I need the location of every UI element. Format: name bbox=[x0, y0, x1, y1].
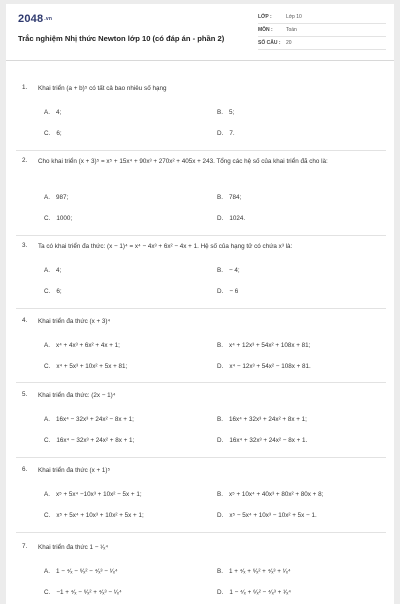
document-title: Trắc nghiệm Nhị thức Newton lớp 10 (có đáp án - phần 2) bbox=[18, 34, 225, 43]
option-text: 784; bbox=[228, 194, 242, 201]
option-letter: C. bbox=[44, 437, 51, 444]
option-d[interactable] bbox=[217, 363, 311, 370]
option-text: 16x⁴ − 32x³ + 24x² − 8x + 1; bbox=[55, 416, 134, 423]
option-a[interactable] bbox=[44, 267, 61, 274]
option-text: 6; bbox=[56, 288, 62, 295]
option-letter: A. bbox=[44, 568, 50, 575]
option-text: x⁵ − 5x⁴ + 10x³ − 10x² + 5x − 1. bbox=[229, 512, 317, 519]
option-letter: B. bbox=[217, 416, 223, 423]
option-text: 1000; bbox=[56, 215, 73, 222]
option-text: 1024. bbox=[229, 215, 246, 222]
divider bbox=[16, 235, 386, 236]
option-text: 4; bbox=[55, 109, 62, 116]
option-c[interactable] bbox=[44, 288, 62, 295]
logo-text: 2048 bbox=[18, 13, 44, 25]
question-1 bbox=[22, 84, 386, 144]
question-number: 3. bbox=[22, 242, 28, 249]
question-3 bbox=[22, 242, 386, 302]
option-text: − 6 bbox=[229, 288, 239, 295]
option-letter: D. bbox=[217, 215, 224, 222]
question-number: 6. bbox=[22, 466, 28, 473]
option-text: 4; bbox=[55, 267, 62, 274]
question-text: Khai triển đa thức (x + 1)⁵ bbox=[38, 467, 111, 474]
option-letter: C. bbox=[44, 363, 51, 370]
option-text: 5; bbox=[228, 109, 235, 116]
option-d[interactable] bbox=[217, 437, 307, 444]
question-text: Ta có khai triển đa thức: (x − 1)⁴ = x⁴ − 4x³ + 6x² − 4x + 1. Hệ số của hạng tử có chứa x³ là: bbox=[38, 243, 293, 250]
option-letter: D. bbox=[217, 288, 224, 295]
document-page bbox=[6, 4, 394, 604]
option-letter: B. bbox=[217, 267, 223, 274]
option-d[interactable] bbox=[217, 130, 235, 137]
site-logo[interactable] bbox=[18, 13, 52, 25]
meta-subject-row bbox=[258, 26, 386, 37]
option-d[interactable] bbox=[217, 512, 317, 519]
option-a[interactable] bbox=[44, 194, 68, 201]
option-text: 987; bbox=[55, 194, 69, 201]
option-b[interactable] bbox=[217, 194, 241, 201]
question-6 bbox=[22, 466, 386, 526]
divider bbox=[16, 457, 386, 458]
option-letter: D. bbox=[217, 363, 224, 370]
option-letter: C. bbox=[44, 589, 51, 596]
option-letter: B. bbox=[217, 342, 223, 349]
question-number: 1. bbox=[22, 84, 28, 91]
option-c[interactable] bbox=[44, 130, 62, 137]
option-letter: A. bbox=[44, 342, 50, 349]
question-7 bbox=[22, 543, 386, 604]
option-text: x⁴ + 4x³ + 6x² + 4x + 1; bbox=[55, 342, 120, 349]
logo-suffix: .vn bbox=[44, 16, 53, 23]
option-text: x⁴ + 5x³ + 10x² + 5x + 81; bbox=[56, 363, 128, 370]
meta-label: LỚP : bbox=[258, 14, 272, 20]
option-a[interactable] bbox=[44, 491, 142, 498]
question-number: 2. bbox=[22, 157, 28, 164]
question-text: Khai triển đa thức (x + 3)⁴ bbox=[38, 318, 111, 325]
option-text: −1 + ⁴⁄ₓ − ⁶⁄ₓ² + ⁴⁄ₓ³ − ¹⁄ₓ⁴ bbox=[56, 589, 122, 596]
question-number: 5. bbox=[22, 391, 28, 398]
option-a[interactable] bbox=[44, 416, 134, 423]
option-text: x⁵ + 5x⁴ + 10x³ + 10x² + 5x + 1; bbox=[56, 512, 144, 519]
option-b[interactable] bbox=[217, 342, 310, 349]
meta-value: Toán bbox=[286, 27, 297, 33]
option-text: 1 − ⁴⁄ₓ − ⁶⁄ₓ² − ⁴⁄ₓ³ − ¹⁄ₓ⁴ bbox=[55, 568, 118, 575]
option-text: 6; bbox=[56, 130, 62, 137]
question-text: Khai triển (a + b)⁵ có tất cả bao nhiêu số hạng bbox=[38, 85, 167, 92]
option-b[interactable] bbox=[217, 109, 234, 116]
option-letter: B. bbox=[217, 491, 223, 498]
question-4 bbox=[22, 317, 386, 377]
option-a[interactable] bbox=[44, 109, 61, 116]
meta-value: 20 bbox=[286, 40, 292, 46]
option-letter: C. bbox=[44, 288, 51, 295]
option-letter: D. bbox=[217, 512, 224, 519]
option-d[interactable] bbox=[217, 288, 238, 295]
option-letter: C. bbox=[44, 215, 51, 222]
divider bbox=[16, 382, 386, 383]
option-text: x⁴ + 12x³ + 54x² + 108x + 81; bbox=[228, 342, 311, 349]
question-text: Khai triển đa thức: (2x − 1)⁴ bbox=[38, 392, 116, 399]
option-letter: A. bbox=[44, 416, 50, 423]
option-text: 16x⁴ + 32x³ + 24x² − 8x + 1. bbox=[229, 437, 308, 444]
option-c[interactable] bbox=[44, 363, 127, 370]
option-b[interactable] bbox=[217, 267, 240, 274]
divider bbox=[16, 150, 386, 151]
option-c[interactable] bbox=[44, 437, 134, 444]
option-a[interactable] bbox=[44, 342, 120, 349]
option-text: − 4; bbox=[228, 267, 240, 274]
question-text: Cho khai triển (x + 3)⁵ = x⁵ + 15x⁴ + 90x³ + 270x² + 405x + 243. Tổng các hệ số của khai triển đã cho là: bbox=[38, 158, 328, 165]
divider bbox=[16, 532, 386, 533]
meta-label: SỐ CÂU : bbox=[258, 40, 281, 46]
option-text: 16x⁴ + 32x³ + 24x² + 8x + 1; bbox=[228, 416, 307, 423]
option-c[interactable] bbox=[44, 512, 144, 519]
meta-label: MÔN : bbox=[258, 27, 273, 33]
option-text: 1 + ⁴⁄ₓ + ⁶⁄ₓ² + ⁴⁄ₓ³ + ¹⁄ₓ⁴ bbox=[228, 568, 291, 575]
option-letter: A. bbox=[44, 194, 50, 201]
option-b[interactable] bbox=[217, 568, 291, 575]
option-letter: B. bbox=[217, 194, 223, 201]
option-b[interactable] bbox=[217, 491, 323, 498]
option-text: 16x⁴ − 32x³ + 24x² + 8x + 1; bbox=[56, 437, 135, 444]
divider bbox=[16, 308, 386, 309]
question-2 bbox=[22, 157, 386, 232]
document-header bbox=[6, 4, 394, 61]
meta-value: Lớp 10 bbox=[286, 14, 302, 20]
option-b[interactable] bbox=[217, 416, 307, 423]
option-text: 1 − ⁴⁄ₓ + ⁶⁄ₓ² − ⁴⁄ₓ³ + ¹⁄ₓ⁴ bbox=[229, 589, 291, 596]
option-d[interactable] bbox=[217, 589, 291, 596]
option-c[interactable] bbox=[44, 589, 122, 596]
option-text: 7. bbox=[229, 130, 235, 137]
option-letter: B. bbox=[217, 568, 223, 575]
question-number: 4. bbox=[22, 317, 28, 324]
option-letter: D. bbox=[217, 589, 224, 596]
option-letter: A. bbox=[44, 267, 50, 274]
option-d[interactable] bbox=[217, 215, 245, 222]
question-5 bbox=[22, 391, 386, 451]
option-letter: B. bbox=[217, 109, 223, 116]
option-a[interactable] bbox=[44, 568, 118, 575]
option-c[interactable] bbox=[44, 215, 72, 222]
question-text: Khai triển đa thức 1 − ¹⁄ₓ⁴ bbox=[38, 544, 109, 551]
option-text: x⁴ − 12x³ + 54x² − 108x + 81. bbox=[229, 363, 311, 370]
question-number: 7. bbox=[22, 543, 28, 550]
option-letter: C. bbox=[44, 512, 51, 519]
option-letter: D. bbox=[217, 130, 224, 137]
meta-count-row bbox=[258, 39, 386, 50]
option-letter: C. bbox=[44, 130, 51, 137]
option-letter: D. bbox=[217, 437, 224, 444]
option-text: x⁵ + 5x⁴ −10x³ + 10x² − 5x + 1; bbox=[55, 491, 142, 498]
option-text: x⁵ + 10x⁴ + 40x³ + 80x² + 80x + 8; bbox=[228, 491, 324, 498]
option-letter: A. bbox=[44, 109, 50, 116]
option-letter: A. bbox=[44, 491, 50, 498]
meta-class-row bbox=[258, 13, 386, 24]
